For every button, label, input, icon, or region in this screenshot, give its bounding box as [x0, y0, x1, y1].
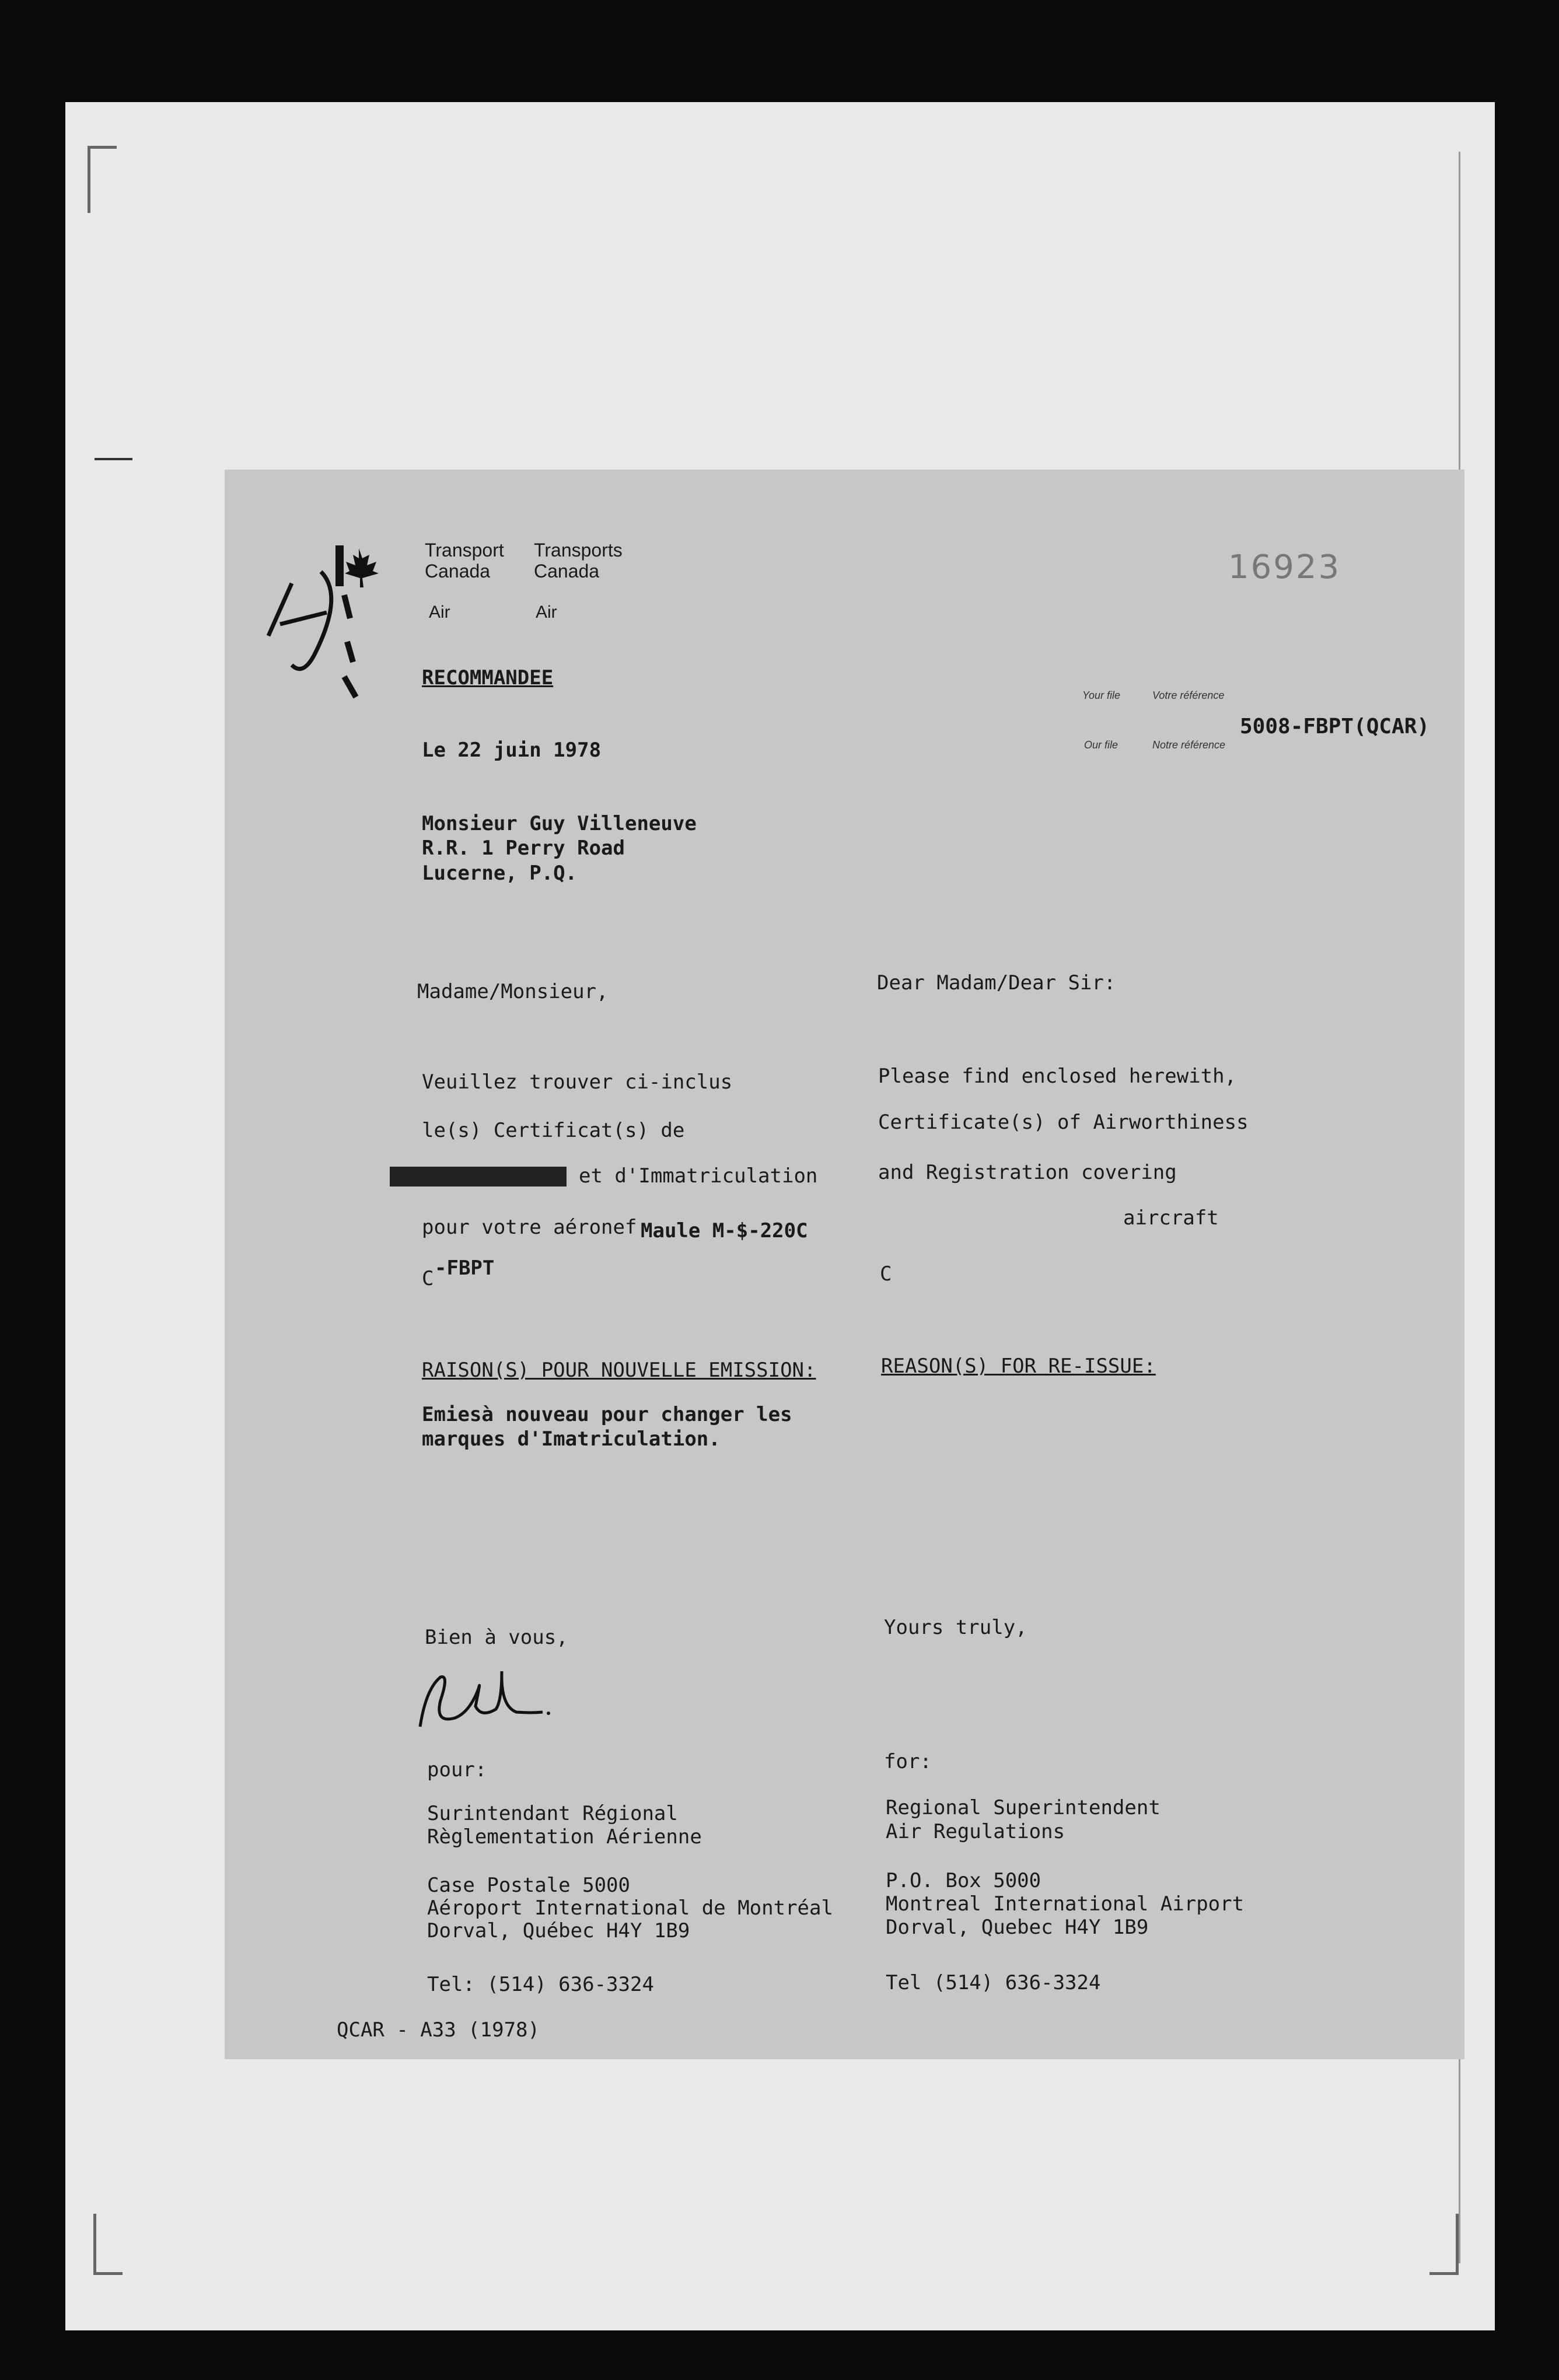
body-fr-line-4: pour votre aéronef — [422, 1216, 637, 1239]
registration-prefix-en: C — [880, 1262, 892, 1286]
postal-en-line-1: P.O. Box 5000 — [886, 1869, 1041, 1892]
reason-heading-en: REASON(S) FOR RE-ISSUE: — [881, 1354, 1156, 1378]
closing-fr: Bien à vous, — [425, 1626, 568, 1649]
postal-en-line-3: Dorval, Quebec H4Y 1B9 — [886, 1916, 1149, 1939]
reason-fr-line-1: Emiesà nouveau pour changer les — [422, 1403, 792, 1426]
signatory-en-line-1: Regional Superintendent — [886, 1796, 1160, 1819]
body-en-line-2: Certificate(s) of Airworthiness — [878, 1111, 1249, 1134]
body-fr-line-3: et d'Immatriculation — [579, 1164, 818, 1188]
closing-en: Yours truly, — [884, 1616, 1027, 1639]
address-line-3: Lucerne, P.Q. — [422, 862, 578, 885]
postal-fr-line-3: Dorval, Québec H4Y 1B9 — [427, 1919, 690, 1943]
your-file-label: Your file — [1082, 690, 1121, 701]
address-line-1: Monsieur Guy Villeneuve — [422, 812, 697, 835]
body-fr-line-1: Veuillez trouver ci-inclus — [422, 1070, 733, 1094]
reason-fr-line-2: marques d'Imatriculation. — [422, 1427, 721, 1451]
signatory-en-line-2: Air Regulations — [886, 1820, 1065, 1843]
phone-fr: Tel: (514) 636-3324 — [427, 1973, 654, 1996]
body-en-line-4: aircraft — [1123, 1206, 1219, 1230]
postal-fr-line-1: Case Postale 5000 — [427, 1874, 630, 1897]
registration-prefix-fr: C — [422, 1267, 434, 1290]
votre-reference-label: Votre référence — [1152, 690, 1225, 701]
body-en-line-3: and Registration covering — [878, 1161, 1177, 1184]
signatory-fr-line-1: Surintendant Régional — [427, 1802, 678, 1825]
body-fr-line-2: le(s) Certificat(s) de — [422, 1119, 685, 1142]
crop-mark-bottom-right — [1429, 2214, 1459, 2275]
postal-en-line-2: Montreal International Airport — [886, 1892, 1245, 1916]
redaction-strikeout — [390, 1167, 567, 1186]
salutation-fr: Madame/Monsieur, — [417, 980, 609, 1003]
for-label-fr: pour: — [427, 1758, 487, 1782]
stamp-number: 16923 — [1228, 548, 1341, 586]
reason-heading-fr: RAISON(S) POUR NOUVELLE EMISSION: — [422, 1359, 816, 1382]
signatory-fr-line-2: Règlementation Aérienne — [427, 1825, 702, 1849]
signature — [414, 1654, 554, 1735]
notre-reference-label: Notre référence — [1152, 739, 1226, 751]
letter-date: Le 22 juin 1978 — [422, 738, 602, 762]
handwritten-mark-icon — [257, 560, 362, 712]
file-number: 5008-FBPT(QCAR) — [1240, 715, 1430, 738]
our-file-label: Our file — [1084, 739, 1118, 751]
dept-name-fr: Transports Canada — [534, 540, 623, 582]
body-en-line-1: Please find enclosed herewith, — [878, 1065, 1237, 1088]
for-label-en: for: — [884, 1750, 932, 1773]
registration-mark: -FBPT — [435, 1256, 495, 1280]
branch-en: Air — [429, 603, 450, 622]
dept-name-en: Transport Canada — [425, 540, 504, 582]
phone-en: Tel (514) 636-3324 — [886, 1971, 1101, 1994]
crop-mark-top-left — [88, 146, 117, 213]
crop-mark-bottom-left — [93, 2214, 123, 2275]
aircraft-model: Maule M-$-220C — [641, 1219, 808, 1242]
form-code: QCAR - A33 (1978) — [337, 2018, 540, 2042]
margin-tick — [95, 458, 132, 460]
branch-fr: Air — [536, 603, 557, 622]
letter-sheet — [225, 470, 1464, 2059]
salutation-en: Dear Madam/Dear Sir: — [877, 971, 1116, 995]
address-line-2: R.R. 1 Perry Road — [422, 836, 625, 860]
registered-label: RECOMMANDEE — [422, 666, 554, 690]
postal-fr-line-2: Aéroport International de Montréal — [427, 1896, 833, 1920]
